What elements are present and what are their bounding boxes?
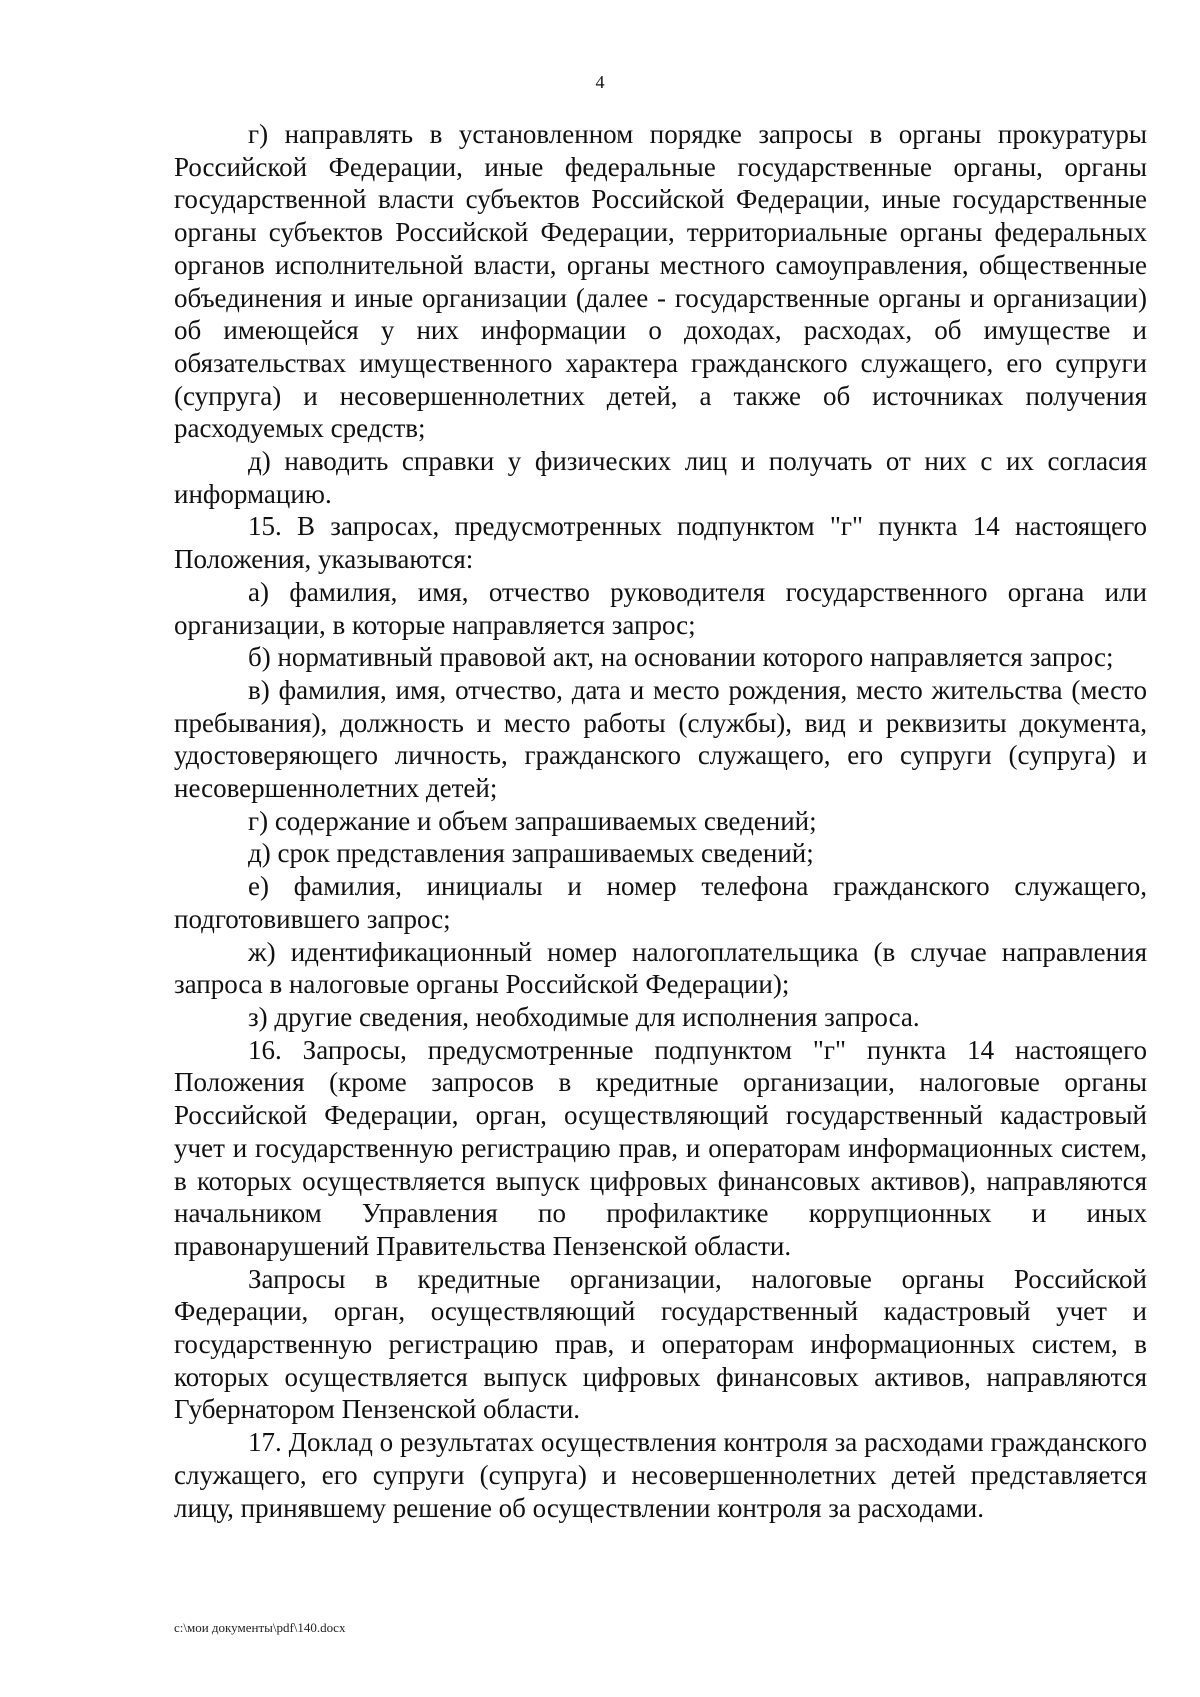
paragraph-15-z: з) другие сведения, необходимые для исполнения запроса. — [248, 1001, 920, 1032]
paragraph-16-continued: Запросы в кредитные организации, налоговые органы Российской Федерации, орган, осуществляющий государственный кадастровый учет и государственную регистрацию прав, и операторам информационных систем, в которых осуществляется выпуск цифровых финансовых активов, направляются Губернатором Пензенской области. — [174, 1263, 1147, 1425]
paragraph-14-g: г) направлять в установленном порядке запросы в органы прокуратуры Российской Федерации, иные федеральные государственные органы, органы государственной власти субъектов Российской Федерации, иные государственные органы субъектов Российской Федерации, территориальные органы федеральных органов исполнительной власти, органы местного самоуправления, общественные объединения и иные организации (далее - государственные органы и организации) об имеющейся у них информации о доходах, расходах, об имуществе и обязательствах имущественного характера гражданского служащего, его супруги (супруга) и несовершеннолетних детей, а также об источниках получения расходуемых средств; — [174, 119, 1147, 444]
paragraph-17: 17. Доклад о результатах осуществления контроля за расходами гражданского служащего, его супруги (супруга) и несовершеннолетних детей представляется лицу, принявшему решение об осуществлении контроля за расходами. — [174, 1427, 1147, 1523]
paragraph-15-zh: ж) идентификационный номер налогоплательщика (в случае направления запроса в налоговые органы Российской Федерации); — [174, 936, 1147, 1000]
page-number: 4 — [595, 72, 605, 92]
paragraph-15-v: в) фамилия, имя, отчество, дата и место рождения, место жительства (место пребывания), должность и место работы (службы), вид и реквизиты документа, удостоверяющего личность, гражданского служащего, его супруги (супруга) и несовершеннолетних детей; — [174, 674, 1147, 804]
paragraph-15-d: д) срок представления запрашиваемых сведений; — [248, 838, 814, 869]
paragraph-15-e: е) фамилия, инициалы и номер телефона гражданского служащего, подготовившего запрос; — [174, 871, 1147, 934]
document-body — [174, 118, 1147, 1524]
paragraph-15-b: б) нормативный правовой акт, на основании которого направляется запрос; — [248, 642, 1114, 673]
paragraph-15-g: г) содержание и объем запрашиваемых сведений; — [248, 805, 817, 836]
paragraph-15: 15. В запросах, предусмотренных подпунктом "г" пункта 14 настоящего Положения, указываются: — [174, 511, 1147, 575]
footer-file-path: c:\мои документы\pdf\140.docx — [174, 1620, 346, 1635]
paragraph-15-a: а) фамилия, имя, отчество руководителя государственного органа или организации, в которые направляется запрос; — [174, 576, 1147, 640]
paragraph-14-d: д) наводить справки у физических лиц и получать от них с их согласия информацию. — [174, 446, 1147, 509]
paragraph-16: 16. Запросы, предусмотренные подпунктом "г" пункта 14 настоящего Положения (кроме запросов в кредитные организации, налоговые органы Российской Федерации, орган, осуществляющий государственный кадастровый учет и государственную регистрацию прав, и операторам информационных систем, в которых осуществляется выпуск цифровых финансовых активов), направляются начальником Управления по профилактике коррупционных и иных правонарушений Правительства Пензенской области. — [174, 1034, 1147, 1261]
